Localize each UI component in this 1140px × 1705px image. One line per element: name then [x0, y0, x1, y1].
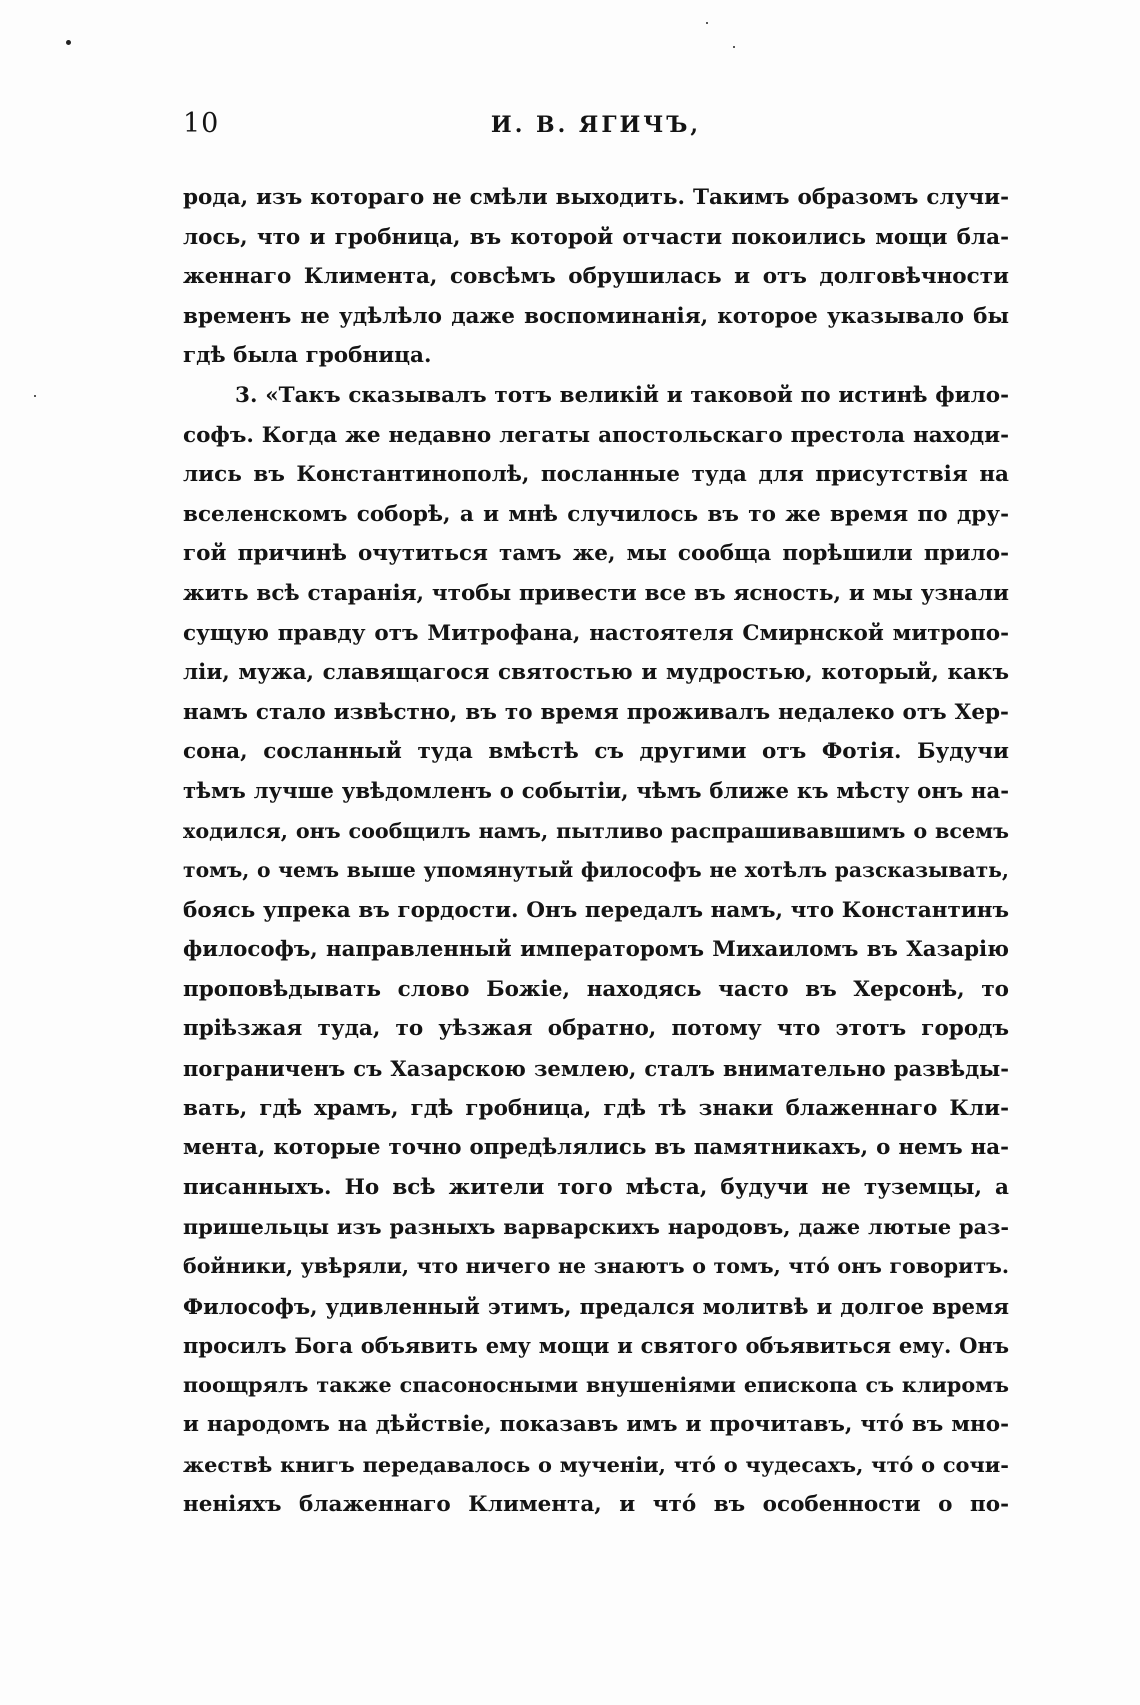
print-speck	[66, 40, 71, 45]
text-line: Философъ, удивленный этимъ, предался молитвѣ и долгое время	[183, 1293, 1009, 1319]
text-line: вать, гдѣ храмъ, гдѣ гробница, гдѣ тѣ знаки блаженнаго Кли-	[183, 1095, 1009, 1121]
text-line: просилъ Бога объявить ему мощи и святого объявиться ему. Онъ	[183, 1333, 1009, 1359]
running-head: И. В. ЯГИЧЪ,	[490, 112, 702, 138]
print-speck	[706, 22, 708, 24]
text-line: неніяхъ блаженнаго Климента, и что́ въ особенности о по-	[183, 1491, 1009, 1517]
text-line: 3. «Такъ сказывалъ тотъ великій и таковой по истинѣ фило-	[235, 382, 1009, 408]
text-line: пограниченъ съ Хазарскою землею, сталъ внимательно развѣды-	[183, 1056, 1009, 1082]
text-line: гой причинѣ очутиться тамъ же, мы сообща порѣшили прило-	[183, 541, 1009, 567]
text-line: мента, которые точно опредѣлялись въ памятникахъ, о немъ на-	[183, 1135, 1009, 1161]
text-line: пришельцы изъ разныхъ варварскихъ народовъ, даже лютые раз-	[183, 1214, 1009, 1240]
text-line: бойники, увѣряли, что ничего не знаютъ о томъ, что́ онъ говоритъ.	[183, 1254, 1009, 1279]
text-line: гдѣ была гробница.	[183, 343, 432, 369]
print-speck	[733, 46, 735, 48]
print-speck	[34, 395, 36, 397]
text-line: жествѣ книгъ передавалось о мученіи, что́ о чудесахъ, что́ о сочи-	[183, 1452, 1009, 1477]
text-line: вселенскомъ соборѣ, а и мнѣ случилось въ то же время по дру-	[183, 501, 1009, 527]
text-line: ліи, мужа, славящагося святостью и мудростью, который, какъ	[183, 660, 1009, 686]
text-line: временъ не удѣлѣло даже воспоминанія, которое указывало бы	[183, 303, 1009, 329]
text-line: боясь упрека въ гордости. Онъ передалъ намъ, что Константинъ	[183, 897, 1009, 923]
text-line: томъ, о чемъ выше упомянутый философъ не хотѣлъ разсказывать,	[183, 858, 1009, 883]
text-line: лись въ Константинополѣ, посланные туда для присутствія на	[183, 462, 1009, 488]
page-number: 10	[183, 108, 220, 139]
page-header	[183, 108, 1009, 148]
text-line: женнаго Климента, совсѣмъ обрушилась и отъ долговѣчности	[183, 264, 1009, 290]
text-line: писанныхъ. Но всѣ жители того мѣста, будучи не туземцы, а	[183, 1174, 1009, 1200]
text-line: жить всѣ старанія, чтобы привести все въ ясность, и мы узнали	[183, 580, 1009, 606]
body-text	[183, 178, 1009, 1524]
text-line: рода, изъ котораго не смѣли выходить. Такимъ образомъ случи-	[183, 185, 1009, 210]
text-line: лось, что и гробница, въ которой отчасти покоились мощи бла-	[183, 224, 1009, 250]
text-line: сона, сосланный туда вмѣстѣ съ другими отъ Фотія. Будучи	[183, 739, 1009, 765]
text-line: и народомъ на дѣйствіе, показавъ имъ и прочитавъ, что́ въ мно-	[183, 1412, 1009, 1438]
text-line: философъ, направленный императоромъ Михаиломъ въ Хазарію	[183, 937, 1009, 963]
text-line: проповѣдывать слово Божіе, находясь часто въ Херсонѣ, то	[183, 976, 1009, 1002]
text-line: софъ. Когда же недавно легаты апостольскаго престола находи-	[183, 422, 1009, 448]
text-line: поощрялъ также спасоносными внушеніями епископа съ клиромъ	[183, 1372, 1009, 1397]
text-line: тѣмъ лучше увѣдомленъ о событіи, чѣмъ ближе къ мѣсту онъ на-	[183, 778, 1009, 804]
text-line: намъ стало извѣстно, въ то время проживалъ недалеко отъ Хер-	[183, 699, 1009, 725]
text-line: ходился, онъ сообщилъ намъ, пытливо распрашивавшимъ о всемъ	[183, 818, 1009, 843]
text-line: сущую правду отъ Митрофана, настоятеля Смирнской митропо-	[183, 620, 1009, 646]
text-line: пріѣзжая туда, то уѣзжая обратно, потому что этотъ городъ	[183, 1016, 1009, 1042]
